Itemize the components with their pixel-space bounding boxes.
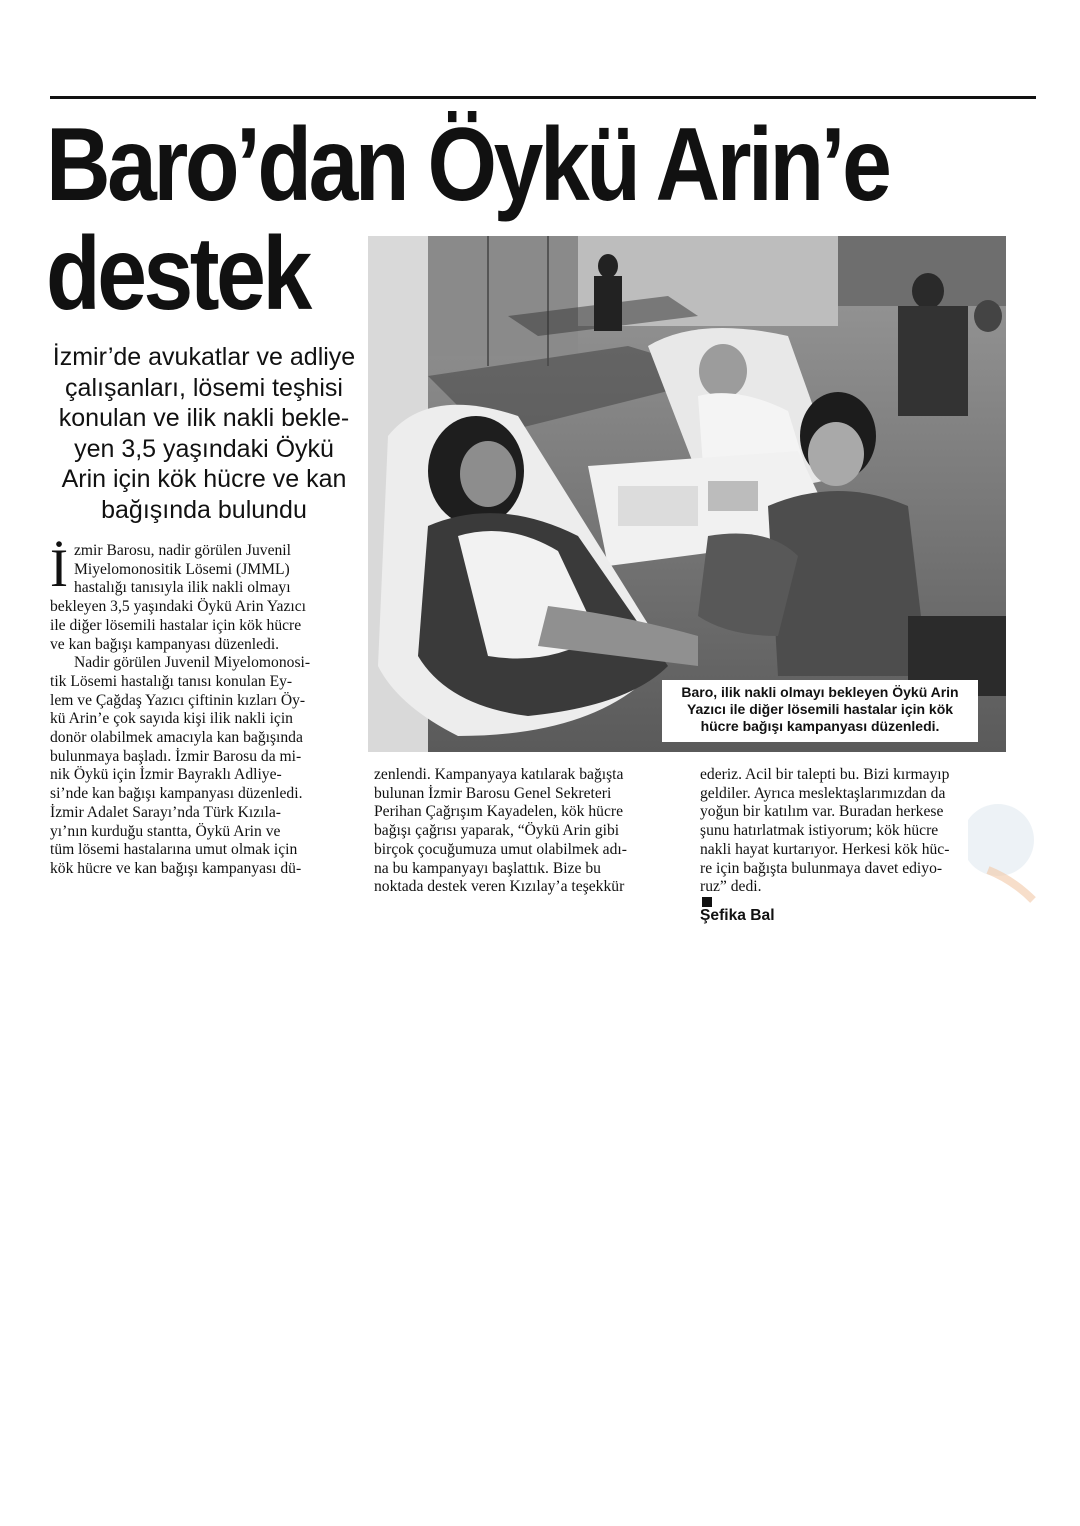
news-photo: [368, 236, 1006, 752]
body-line: İzmir Adalet Sarayı’nda Türk Kızıla-: [50, 803, 281, 821]
body-line: nik Öykü için İzmir Bayraklı Adliye-: [50, 766, 282, 784]
photo-illustration: [368, 236, 1006, 752]
body-line: kü Arin’e çok sayıda kişi ilik nakli için: [50, 710, 293, 728]
body-line: zenlendi. Kampanyaya katılarak bağışta: [374, 766, 624, 783]
body-line: noktada destek veren Kızılay’a teşekkür: [374, 878, 625, 896]
body-line: lem ve Çağdaş Yazıcı çiftinin kızları Öy-: [50, 691, 306, 709]
body-line: bulunmaya başladı. İzmir Barosu da mi-: [50, 747, 302, 765]
article-column-3: [700, 766, 990, 926]
deck-line: çalışanları, lösemi teşhisi: [65, 373, 343, 402]
article-column-2: [374, 766, 676, 897]
caption-line: hücre bağışı kampanyası düzenledi.: [700, 718, 940, 734]
deck-subheading: [50, 342, 358, 525]
drop-cap: İ: [50, 538, 68, 598]
body-line: tüm lösemi hastalarına umut olmak için: [50, 841, 298, 859]
headline-line-1: Baro’dan Öykü Arin’e: [46, 107, 889, 223]
body-line: donör olabilmek amacıyla kan bağışında: [50, 729, 303, 747]
deck-line: yen 3,5 yaşındaki Öykü: [74, 434, 334, 463]
body-line: birçok çocuğumuza umut olabilmek adı-: [374, 840, 627, 858]
deck-line: İzmir’de avukatlar ve adliye: [52, 343, 356, 371]
body-line: ederiz. Acil bir talepti bu. Bizi kırmayıp: [700, 766, 950, 783]
caption-line: Yazıcı ile diğer lösemili hastalar için kök: [686, 701, 954, 717]
body-line: nakli hayat kurtarıyor. Herkesi kök hüc-: [700, 840, 950, 858]
body-line: kök hücre ve kan bağışı kampanyası dü-: [50, 859, 302, 877]
deck-line: Arin için kök hücre ve kan: [61, 465, 347, 493]
faint-stamp-icon: [968, 800, 1038, 910]
body-line: bekleyen 3,5 yaşındaki Öykü Arin Yazıcı: [50, 598, 306, 616]
body-line: bağışı çağrısı yaparak, “Öykü Arin gibi: [374, 822, 620, 840]
body-line: şunu hatırlatmak istiyorum; kök hücre: [700, 822, 939, 840]
body-text: ruz” dedi.: [700, 878, 762, 896]
body-line: yı’nın kurduğu stantta, Öykü Arin ve: [50, 822, 281, 840]
body-line: hastalığı tanısıyla ilik nakli olmayı: [74, 579, 291, 597]
body-line: na bu kampanyayı başlattık. Bize bu: [374, 859, 601, 877]
body-line: Miyelomonositik Lösemi (JMML): [74, 560, 290, 578]
body-line: ve kan bağışı kampanyası düzenledi.: [50, 635, 280, 653]
body-line: tik Lösemi hastalığı tanısı konulan Ey-: [50, 672, 293, 690]
deck-line: konulan ve ilik nakli bekle-: [58, 404, 350, 432]
end-square-icon: [702, 897, 712, 907]
caption-line: Baro, ilik nakli olmayı bekleyen Öykü Arin: [681, 684, 959, 700]
body-line: Nadir görülen Juvenil Miyelomonosi-: [74, 654, 311, 672]
headline-line-2: destek: [46, 216, 309, 332]
body-line: si’nde kan bağışı kampanyası düzenledi.: [50, 785, 303, 803]
article-column-1: [50, 538, 356, 879]
body-line: bulunan İzmir Barosu Genel Sekreteri: [374, 784, 612, 802]
body-line: yoğun bir katılım var. Buradan herkese: [700, 803, 944, 821]
body-line: zmir Barosu, nadir görülen Juvenil: [74, 542, 291, 559]
deck-line: bağışında bulundu: [101, 495, 307, 524]
body-last-line: [700, 878, 990, 925]
photo-caption: [662, 680, 978, 742]
body-line: re için bağışta bulunmaya davet ediyo-: [700, 859, 943, 877]
body-line: Perihan Çağrışım Kayadelen, kök hücre: [374, 803, 623, 821]
body-line: geldiler. Ayrıca meslektaşlarımızdan da: [700, 784, 946, 802]
body-line: ile diğer lösemili hastalar için kök hücre: [50, 616, 302, 634]
top-rule: [50, 96, 1036, 99]
byline: Şefika Bal: [700, 906, 775, 924]
